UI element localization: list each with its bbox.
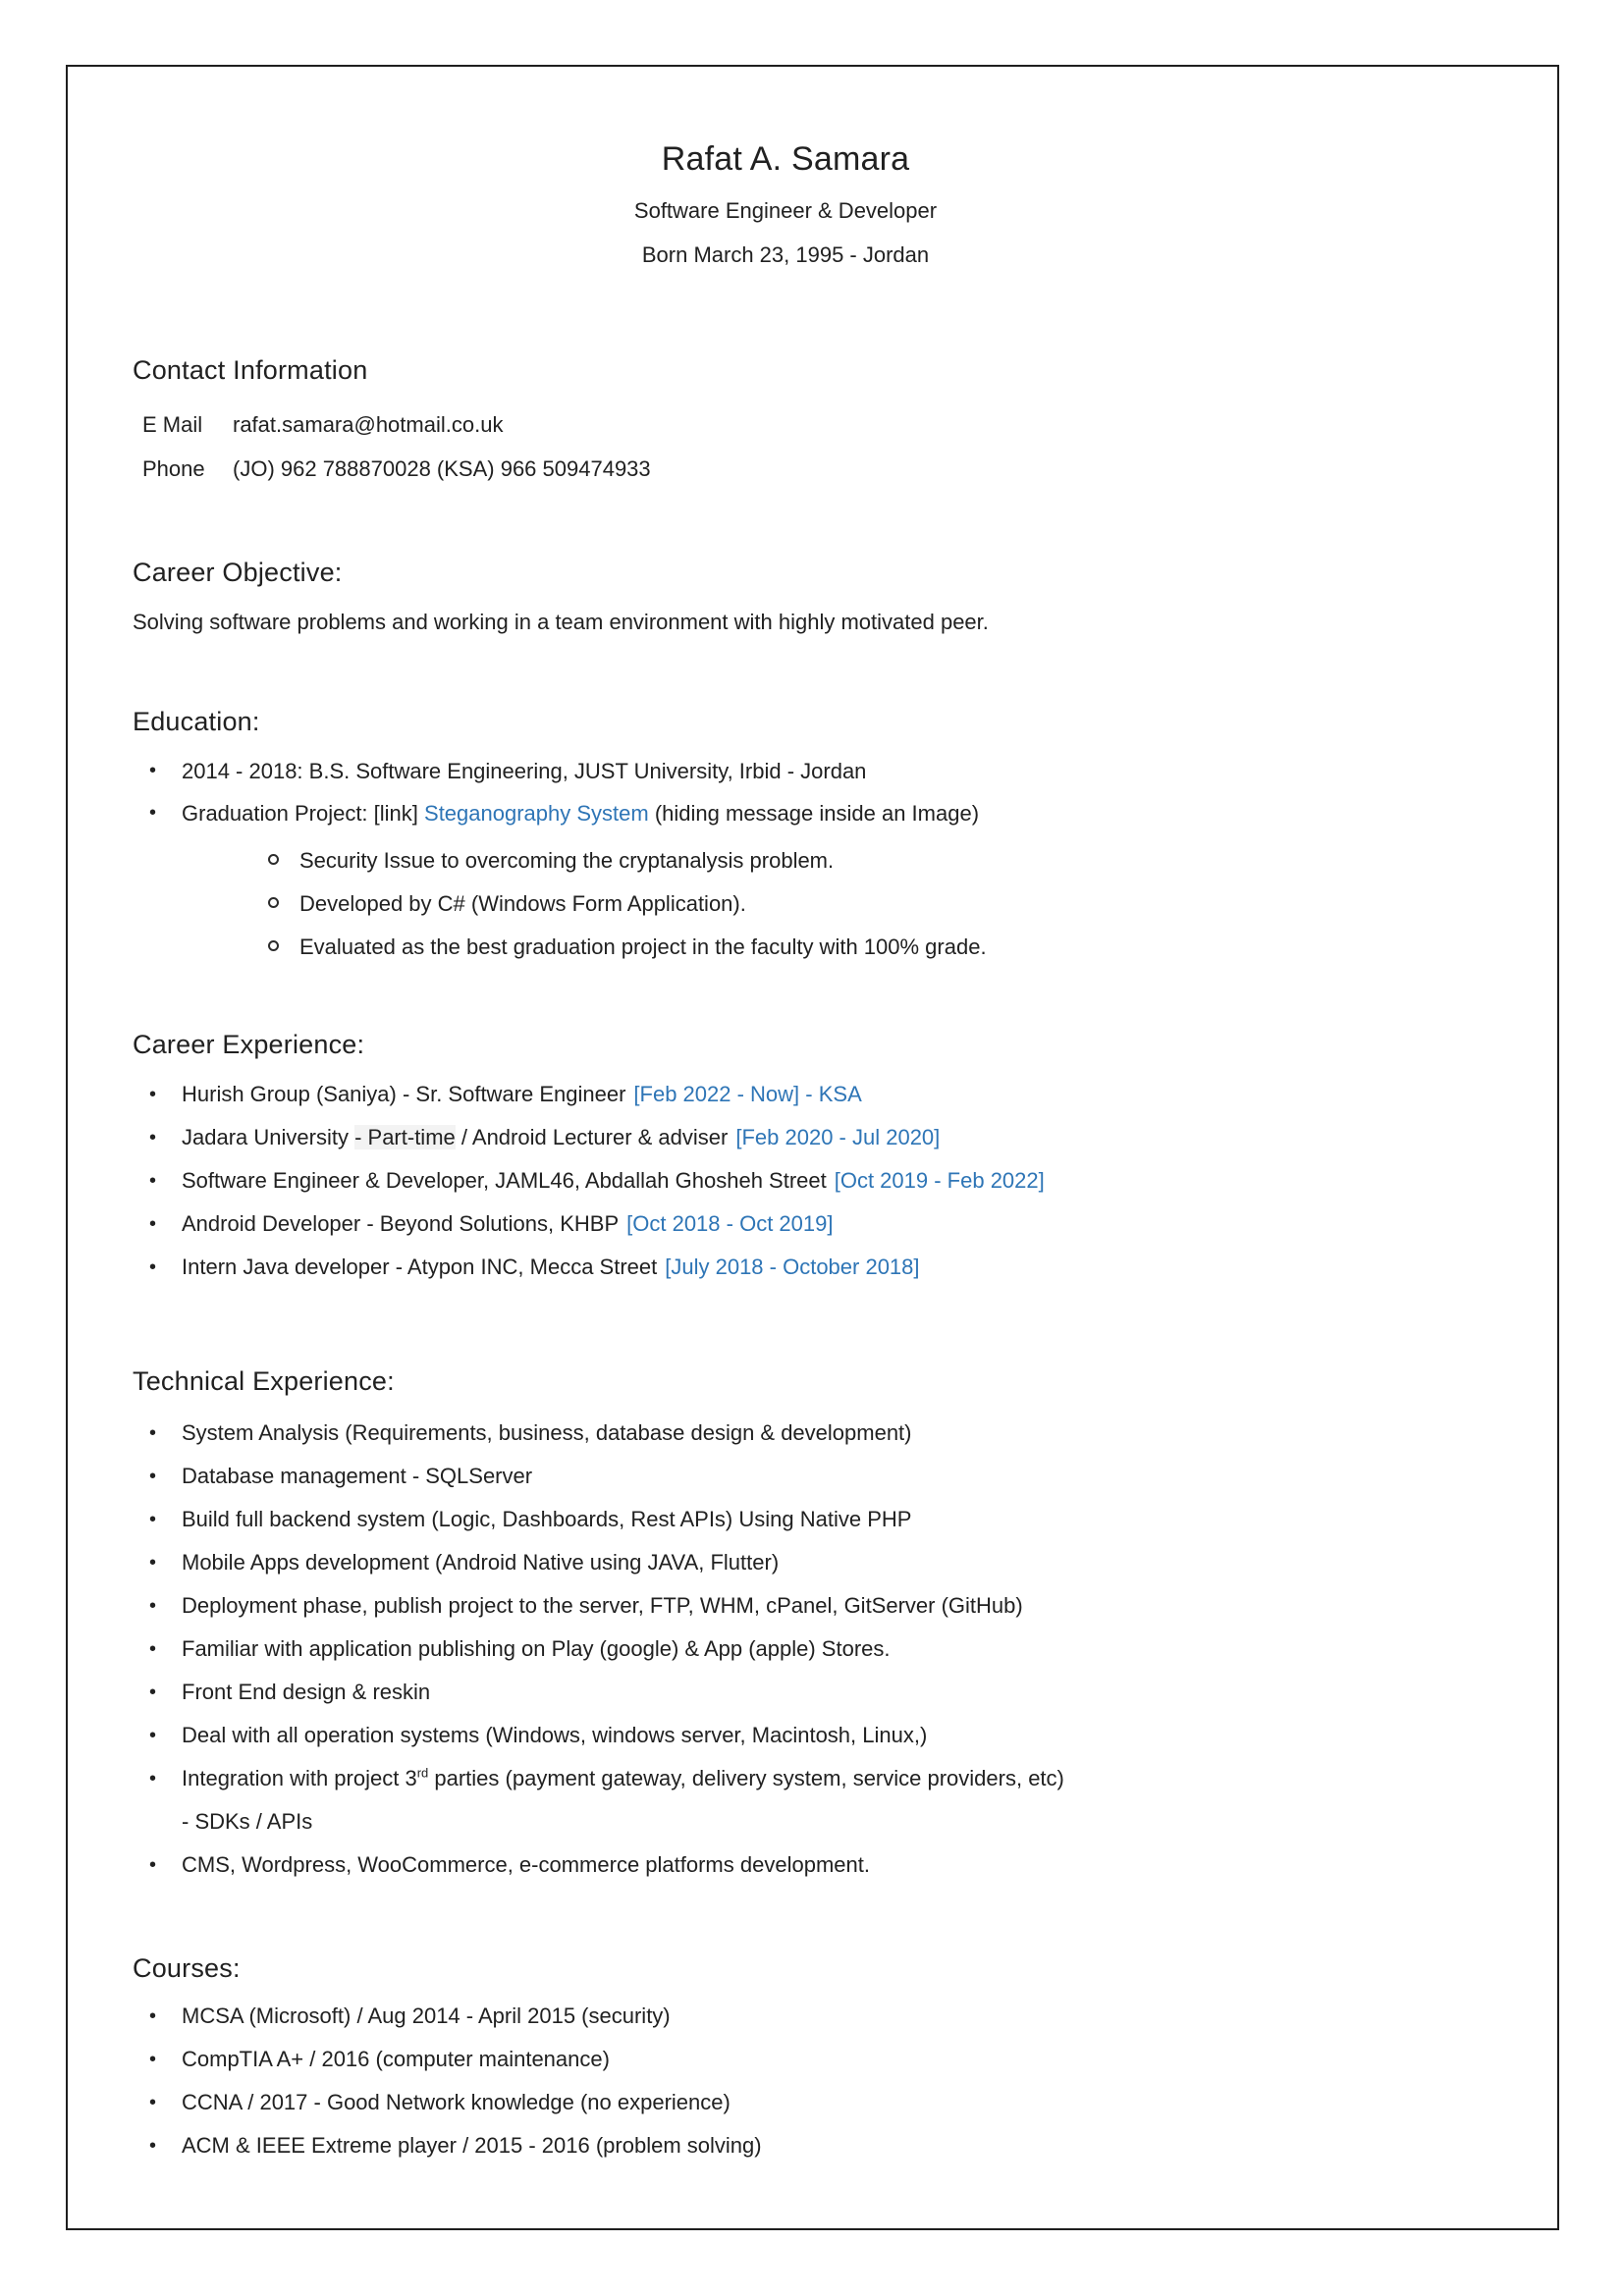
career-heading: Career Experience: — [133, 1030, 365, 1059]
course-item-text: CCNA / 2017 - Good Network knowledge (no experience) — [182, 2090, 731, 2114]
circle-bullet-icon — [268, 940, 279, 951]
career-item — [133, 1073, 1438, 1116]
career-list — [133, 1073, 1438, 1289]
technical-item-text: Deal with all operation systems (Windows, windows server, Macintosh, Linux,) — [182, 1723, 928, 1747]
bullet-icon: • — [149, 1084, 157, 1105]
bullet-icon: • — [149, 2135, 157, 2157]
resume-content — [133, 137, 1438, 2167]
course-item-text: CompTIA A+ / 2016 (computer maintenance) — [182, 2047, 610, 2071]
course-item — [133, 2124, 1438, 2167]
technical-item — [133, 1671, 1438, 1714]
technical-item — [133, 1843, 1438, 1887]
bullet-icon: • — [149, 1127, 157, 1148]
objective-text: Solving software problems and working in a team environment with highly motivated peer. — [133, 610, 989, 634]
project-text-pre: Graduation Project: [link] — [182, 801, 425, 826]
career-item-date: [Feb 2022 - Now] - KSA — [633, 1082, 862, 1106]
courses-heading: Courses: — [133, 1953, 241, 1983]
integration-text-pre: Integration with project 3 — [182, 1766, 417, 1790]
bullet-icon: • — [149, 1466, 157, 1487]
bullet-icon: • — [149, 1422, 157, 1444]
technical-item-text: Build full backend system (Logic, Dashboards, Rest APIs) Using Native PHP — [182, 1507, 912, 1531]
technical-item-integration — [133, 1757, 1075, 1843]
career-item-date: [Oct 2019 - Feb 2022] — [834, 1168, 1045, 1193]
email-value: rafat.samara@hotmail.co.uk — [233, 412, 504, 437]
project-subitem — [182, 839, 1438, 882]
bullet-icon: • — [149, 1552, 157, 1574]
technical-heading: Technical Experience: — [133, 1366, 395, 1396]
career-item-text-post: / Android Lecturer & adviser — [455, 1125, 729, 1149]
technical-item — [133, 1714, 1438, 1757]
bullet-icon: • — [149, 1595, 157, 1617]
bullet-icon: • — [149, 1854, 157, 1876]
bullet-icon: • — [149, 1170, 157, 1192]
integration-text-post: parties (payment gateway, delivery system, service providers, etc) - SDKs / APIs — [182, 1766, 1064, 1834]
course-item-text: ACM & IEEE Extreme player / 2015 - 2016 (problem solving) — [182, 2133, 762, 2158]
project-text-post: (hiding message inside an Image) — [648, 801, 980, 826]
career-item-text: Android Developer - Beyond Solutions, KHBP — [182, 1211, 620, 1236]
courses-list — [133, 1995, 1438, 2167]
circle-bullet-icon — [268, 897, 279, 908]
education-list — [133, 750, 1438, 969]
email-label: E Mail — [142, 412, 203, 437]
project-subitem-text: Developed by C# (Windows Form Application). — [299, 891, 746, 916]
project-subitem-text: Evaluated as the best graduation project in the faculty with 100% grade. — [299, 934, 987, 959]
circle-bullet-icon — [268, 854, 279, 865]
education-degree-item — [133, 750, 1438, 792]
phone-value: (JO) 962 788870028 (KSA) 966 509474933 — [233, 456, 651, 481]
career-item-date: [Oct 2018 - Oct 2019] — [626, 1211, 834, 1236]
contact-row-email — [133, 402, 1438, 447]
technical-item-text: Deployment phase, publish project to the server, FTP, WHM, cPanel, GitServer (GitHub) — [182, 1593, 1023, 1618]
technical-item — [133, 1455, 1438, 1498]
career-item-date: [July 2018 - October 2018] — [665, 1255, 920, 1279]
bullet-icon: • — [149, 1256, 157, 1278]
career-item-text: Hurish Group (Saniya) - Sr. Software Engineer — [182, 1082, 626, 1106]
course-item — [133, 2038, 1438, 2081]
bullet-icon: • — [149, 1768, 157, 1789]
technical-item-text: Familiar with application publishing on Play (google) & App (apple) Stores. — [182, 1636, 891, 1661]
contact-row-phone — [133, 447, 1438, 491]
education-heading: Education: — [133, 707, 260, 736]
bullet-icon: • — [149, 1509, 157, 1530]
technical-item — [133, 1498, 1438, 1541]
career-item — [133, 1116, 1438, 1159]
technical-item — [133, 1412, 1438, 1455]
career-item-date: [Feb 2020 - Jul 2020] — [735, 1125, 941, 1149]
bullet-icon: • — [149, 2049, 157, 2070]
project-subitem — [182, 926, 1438, 969]
bullet-icon: • — [149, 760, 157, 781]
career-item — [133, 1202, 1438, 1246]
technical-item-text: Mobile Apps development (Android Native using JAVA, Flutter) — [182, 1550, 780, 1575]
technical-item-text: CMS, Wordpress, WooCommerce, e-commerce platforms development. — [182, 1852, 870, 1877]
technical-item — [133, 1628, 1438, 1671]
technical-item-text: System Analysis (Requirements, business, database design & development) — [182, 1420, 912, 1445]
bullet-icon: • — [149, 1638, 157, 1660]
course-item — [133, 2081, 1438, 2124]
doc-header — [133, 137, 1438, 277]
bullet-icon: • — [149, 2092, 157, 2113]
phone-label: Phone — [142, 456, 205, 481]
objective-heading: Career Objective: — [133, 558, 343, 587]
person-name: Rafat A. Samara — [661, 140, 910, 178]
technical-item-text: Database management - SQLServer — [182, 1464, 533, 1488]
course-item — [133, 1995, 1438, 2038]
technical-list — [133, 1412, 1438, 1887]
bullet-icon: • — [149, 2005, 157, 2027]
education-degree-text: 2014 - 2018: B.S. Software Engineering, JUST University, Irbid - Jordan — [182, 759, 867, 783]
career-item-text: Intern Java developer - Atypon INC, Mecca Street — [182, 1255, 658, 1279]
technical-item — [133, 1541, 1438, 1584]
technical-item — [133, 1584, 1438, 1628]
education-project-item — [133, 792, 1438, 969]
bullet-icon: • — [149, 802, 157, 824]
career-item-text-pre: Jadara University — [182, 1125, 355, 1149]
project-subitem-text: Security Issue to overcoming the cryptanalysis problem. — [299, 848, 835, 873]
career-item — [133, 1159, 1438, 1202]
career-item-highlight: - Part-time — [354, 1125, 456, 1149]
career-item — [133, 1246, 1438, 1289]
ordinal-superscript: rd — [416, 1765, 429, 1781]
technical-item-text: Front End design & reskin — [182, 1680, 431, 1704]
bullet-icon: • — [149, 1213, 157, 1235]
person-birth-info: Born March 23, 1995 - Jordan — [641, 242, 930, 267]
person-title: Software Engineer & Developer — [633, 198, 938, 223]
project-sublist — [182, 839, 1438, 969]
career-item-text: Software Engineer & Developer, JAML46, Abdallah Ghosheh Street — [182, 1168, 827, 1193]
contact-heading: Contact Information — [133, 355, 368, 385]
steganography-link[interactable]: Steganography System — [424, 801, 649, 826]
bullet-icon: • — [149, 1682, 157, 1703]
project-subitem — [182, 882, 1438, 926]
contact-rows — [133, 402, 1438, 491]
bullet-icon: • — [149, 1725, 157, 1746]
course-item-text: MCSA (Microsoft) / Aug 2014 - April 2015 (security) — [182, 2003, 671, 2028]
